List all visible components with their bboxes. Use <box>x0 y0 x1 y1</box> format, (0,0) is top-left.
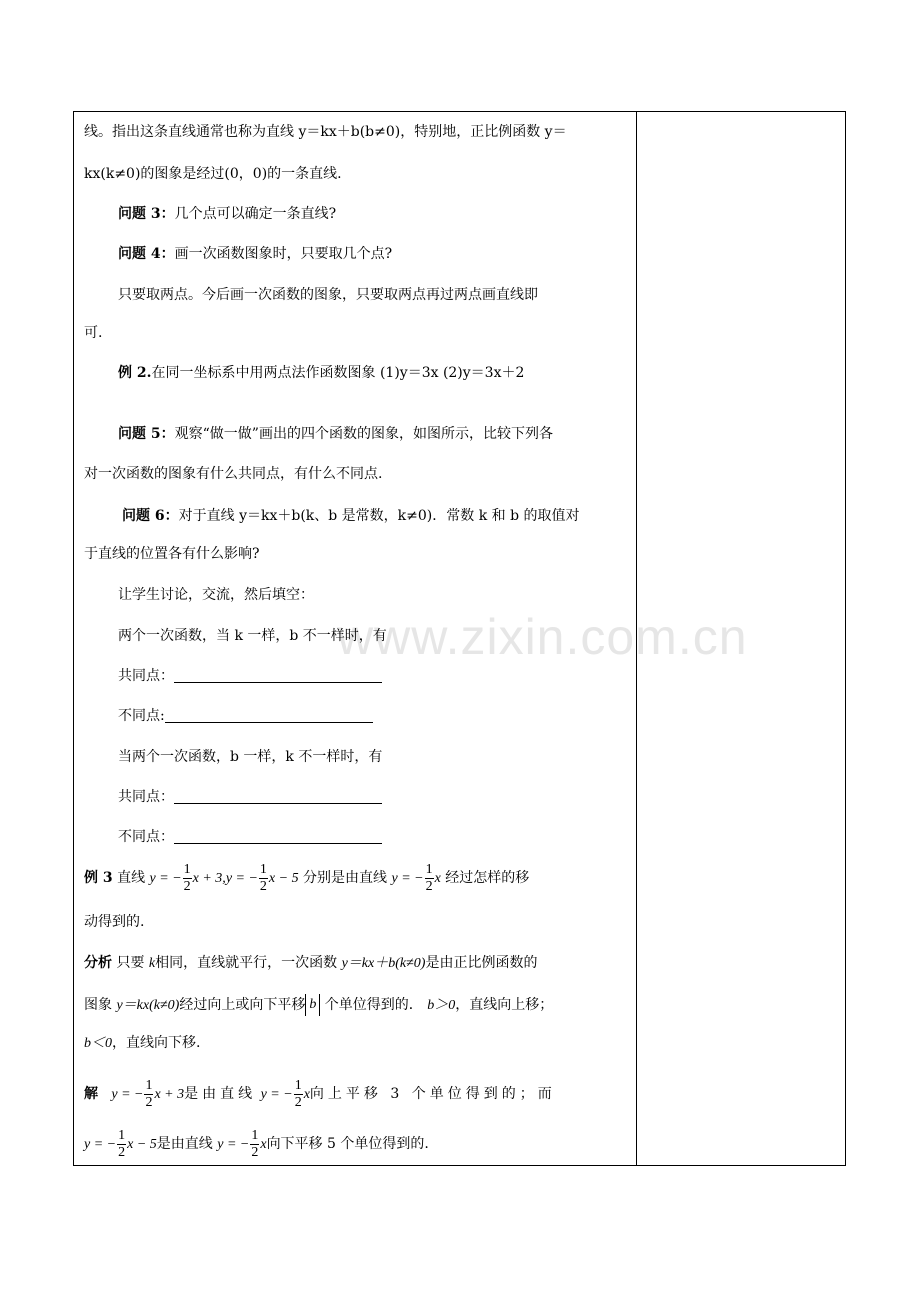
watermark: www.zixin.com.cn <box>337 609 748 665</box>
equation: x <box>303 1087 310 1102</box>
question-5-cont: 对一次函数的图象有什么共同点，有什么不同点. <box>84 466 383 482</box>
fraction: $\frac{1}{2}$ <box>259 861 267 894</box>
equation: y＝kx(k≠0) <box>116 998 180 1013</box>
equation: x + 3, <box>192 871 226 886</box>
blank-label: 共同点： <box>118 789 174 805</box>
solution-text: 是由直线 <box>156 1136 213 1152</box>
equation: x − 5 <box>127 1137 157 1152</box>
equation: y = − <box>84 1137 117 1152</box>
paragraph-line: kx(k≠0)的图象是经过(0，0)的一条直线. <box>84 166 342 182</box>
analysis <box>84 953 537 974</box>
fill-blank <box>174 829 382 844</box>
equation: x <box>260 1137 267 1152</box>
absolute-value: b <box>305 994 320 1016</box>
inequality: b＞0 <box>427 998 456 1013</box>
blank-label: 不同点: <box>118 708 165 724</box>
question-text: 几个点可以确定一条直线? <box>174 206 337 222</box>
question-3 <box>118 204 336 224</box>
case-2-diff <box>118 827 382 847</box>
fraction: $\frac{1}{2}$ <box>425 861 433 894</box>
question-6-cont: 于直线的位置各有什么影响? <box>84 546 260 562</box>
example-text: 分别是由直线 <box>303 870 388 886</box>
question-label: 问题 3： <box>118 206 175 222</box>
question-5 <box>118 424 553 444</box>
case-2-common <box>118 787 382 807</box>
analysis-text: 相同，直线就平行，一次函数 <box>155 955 338 971</box>
equation: y = − <box>111 1087 144 1102</box>
blank-label: 不同点： <box>118 829 174 845</box>
example-text: 经过怎样的移 <box>445 870 530 886</box>
example-text: 直线 <box>117 870 146 886</box>
analysis-text: ，直线向上移； <box>455 997 554 1013</box>
equation: y＝kx＋b(k≠0) <box>341 956 426 971</box>
question-text: 画一次函数图象时，只要取几个点? <box>174 246 393 262</box>
equation: x − 5 <box>268 871 299 886</box>
blank-label: 共同点： <box>118 668 174 684</box>
fraction: $\frac{1}{2}$ <box>294 1077 302 1110</box>
equation: y = − <box>260 1087 293 1102</box>
answer-line: 只要取两点。今后画一次函数的图象，只要取两点再过两点画直线即 <box>118 287 538 303</box>
math-var: k <box>148 956 156 971</box>
case-2-intro: 当两个一次函数，b 一样，k 不一样时，有 <box>118 749 383 765</box>
fill-blank <box>174 789 382 804</box>
case-1-common <box>118 666 382 686</box>
fraction: $\frac{1}{2}$ <box>183 861 191 894</box>
fraction: $\frac{1}{2}$ <box>118 1127 126 1160</box>
equation: y = − <box>225 871 258 886</box>
lesson-table <box>73 111 846 1166</box>
solution-text: 向上平移 3 个单位得到的；而 <box>309 1086 556 1102</box>
content-cell <box>74 112 636 1165</box>
solution <box>84 1072 556 1117</box>
analysis-text: 图象 <box>84 997 112 1013</box>
fill-blank <box>174 668 382 683</box>
fill-blank <box>165 708 373 723</box>
solution-label: 解 <box>84 1086 98 1102</box>
solution-text: 向下平移 5 个单位得到的. <box>266 1136 429 1152</box>
fraction: $\frac{1}{2}$ <box>251 1127 259 1160</box>
analysis-cont <box>84 992 553 1019</box>
question-label: 问题 6： <box>122 508 179 524</box>
solution-cont <box>84 1122 429 1167</box>
analysis-cont <box>84 1033 200 1054</box>
analysis-text: 个单位得到的． <box>324 997 423 1013</box>
answer-line: 可. <box>84 325 103 341</box>
discussion-line: 让学生讨论，交流，然后填空： <box>118 587 314 603</box>
case-1-diff <box>118 706 373 726</box>
question-text: 观察“做一做”画出的四个函数的图象，如图所示，比较下列各 <box>174 426 553 442</box>
equation: x + 3 <box>154 1087 185 1102</box>
inequality: b＜0 <box>84 1036 112 1051</box>
fraction: $\frac{1}{2}$ <box>145 1077 153 1110</box>
equation: x <box>434 871 441 886</box>
question-label: 问题 4： <box>118 246 175 262</box>
analysis-label: 分析 <box>84 955 112 971</box>
equation: y = − <box>149 871 182 886</box>
analysis-text: 只要 <box>116 955 145 971</box>
analysis-text: 经过向上或向下平移 <box>179 997 306 1013</box>
question-6 <box>122 506 580 526</box>
paragraph-line: 线。指出这条直线通常也称为直线 y＝kx＋b(b≠0)，特别地，正比例函数 y＝ <box>84 124 567 140</box>
solution-text: 是由直线 <box>184 1086 257 1102</box>
example-label: 例 2. <box>118 365 152 381</box>
question-4 <box>118 244 392 264</box>
equation: y = − <box>391 871 424 886</box>
example-3-cont: 动得到的. <box>84 914 145 930</box>
example-text: 在同一坐标系中用两点法作函数图象 (1)y＝3x (2)y＝3x＋2 <box>151 365 525 381</box>
question-text: 对于直线 y＝kx＋b(k、b 是常数，k≠0)．常数 k 和 b 的取值对 <box>178 508 580 524</box>
example-3 <box>84 856 529 901</box>
question-label: 问题 5： <box>118 426 175 442</box>
equation: y = − <box>217 1137 250 1152</box>
analysis-text: 是由正比例函数的 <box>425 955 538 971</box>
example-label: 例 3 <box>84 870 113 886</box>
analysis-text: ，直线向下移. <box>112 1035 201 1051</box>
example-2 <box>118 363 524 383</box>
notes-cell <box>637 112 845 1165</box>
case-1-intro: 两个一次函数，当 k 一样，b 不一样时，有 <box>118 628 387 644</box>
